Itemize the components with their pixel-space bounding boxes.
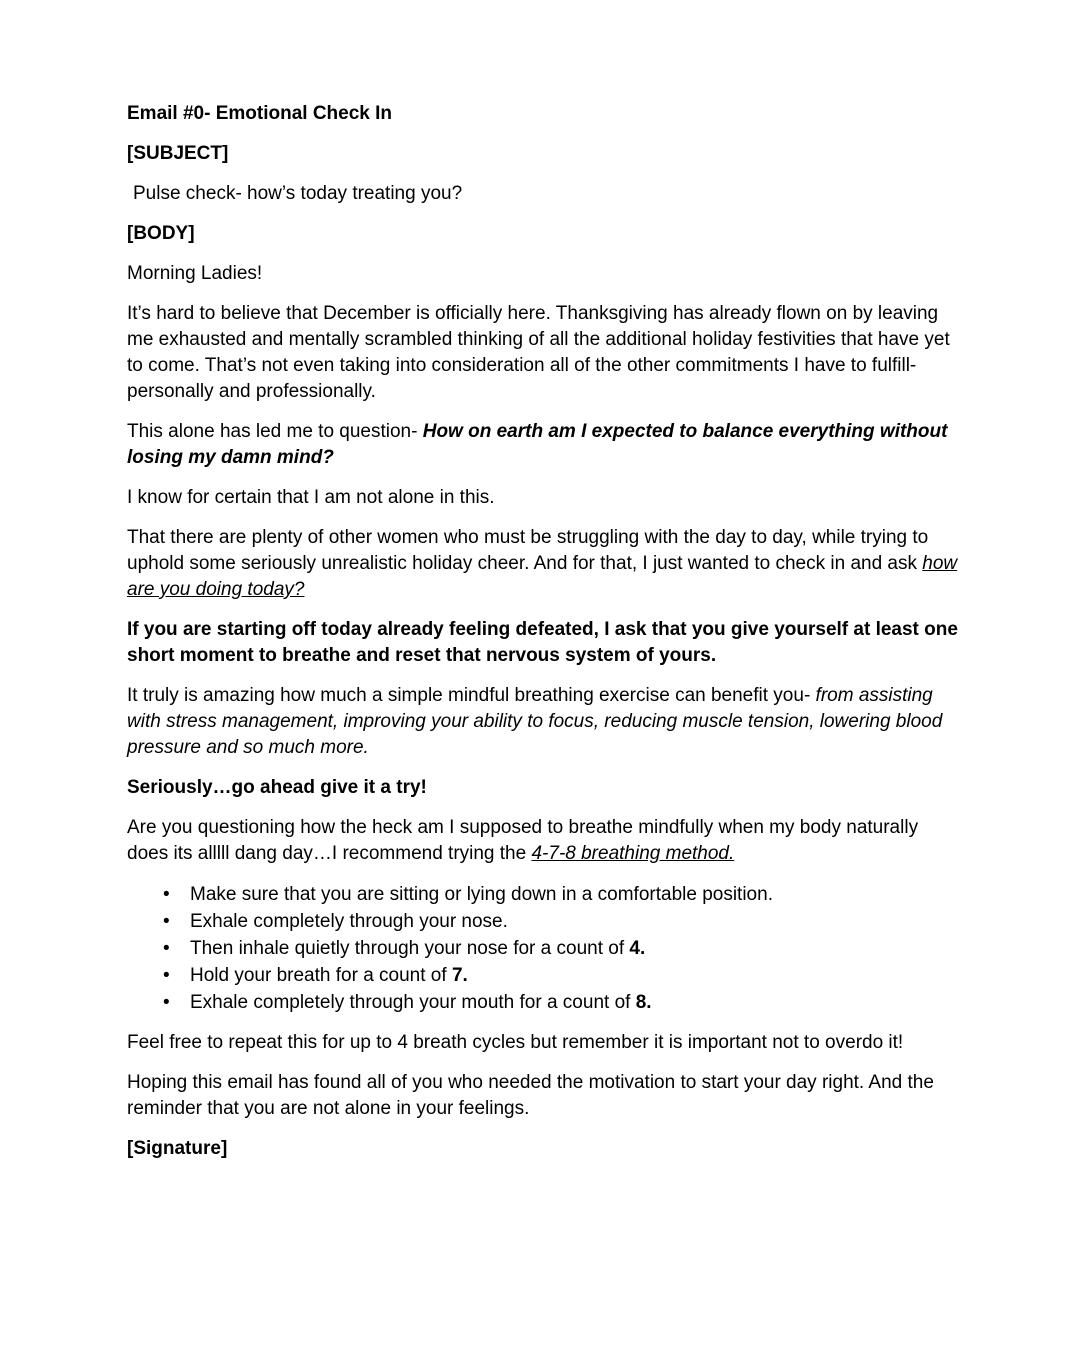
paragraph-method: [127, 815, 962, 867]
bullet-icon: •: [163, 938, 170, 959]
paragraph-method-lead: Are you questioning how the heck am I supposed to breathe mindfully when my body naturally does its alllll dang day…I recommend trying the: [127, 817, 919, 864]
bullet-icon: •: [163, 884, 170, 905]
paragraph-try-it: Seriously…go ahead give it a try!: [127, 777, 427, 798]
step-text: Exhale completely through your mouth for a count of: [190, 992, 636, 1013]
paragraph-question-emphasis: How on earth am I expected to balance everything without losing my damn mind?: [127, 421, 948, 468]
step-text: Exhale completely through your nose.: [190, 911, 508, 932]
paragraph-benefits: [127, 683, 962, 761]
step-count: 4.: [629, 938, 646, 959]
signature-placeholder: [Signature]: [127, 1138, 228, 1159]
step-text: Then inhale quietly through your nose for a count of: [190, 938, 630, 959]
list-item: [127, 881, 962, 908]
step-text: Make sure that you are sitting or lying down in a comfortable position.: [190, 884, 773, 905]
how-are-you-link[interactable]: how are you doing today?: [127, 553, 958, 600]
paragraph-benefits-lead: It truly is amazing how much a simple mindful breathing exercise can benefit you-: [127, 685, 816, 706]
paragraph-women: [127, 525, 962, 603]
paragraph-not-alone: I know for certain that I am not alone in this.: [127, 487, 495, 508]
step-text: Hold your breath for a count of: [190, 965, 452, 986]
paragraph-question: [127, 419, 962, 471]
step-count: 8.: [635, 992, 652, 1013]
body-label: [BODY]: [127, 223, 195, 244]
list-item: [127, 962, 962, 989]
bullet-icon: •: [163, 992, 170, 1013]
list-item: [127, 935, 962, 962]
greeting: Morning Ladies!: [127, 263, 263, 284]
paragraph-closing: Hoping this email has found all of you who needed the motivation to start your day right. And the reminder that you are not alone in your feelings.: [127, 1072, 934, 1119]
paragraph-women-lead: That there are plenty of other women who must be struggling with the day to day, while trying to uphold some seriously unrealistic holiday cheer. And for that, I just wanted to check in and ask: [127, 527, 929, 574]
paragraph-repeat: Feel free to repeat this for up to 4 breath cycles but remember it is important not to overdo it!: [127, 1032, 904, 1053]
paragraph-benefits-list: from assisting with stress management, improving your ability to focus, reducing muscle tension, lowering blood pressure and so much more.: [127, 685, 943, 758]
bullet-icon: •: [163, 965, 170, 986]
subject-label: [SUBJECT]: [127, 143, 229, 164]
paragraph-defeated: If you are starting off today already feeling defeated, I ask that you give yourself at least one short moment to breathe and reset that nervous system of yours.: [127, 619, 958, 666]
bullet-icon: •: [163, 911, 170, 932]
list-item: [127, 908, 962, 935]
email-title: Email #0- Emotional Check In: [127, 103, 393, 124]
step-count: 7.: [451, 965, 468, 986]
email-document: [127, 101, 962, 1176]
paragraph-intro: It’s hard to believe that December is officially here. Thanksgiving has already flown on by leaving me exhausted and mentally scrambled thinking of all the additional holiday festivities that have yet to come. That’s not even taking into consideration all of the other commitments I have to fulfill- personally and professionally.: [127, 303, 950, 402]
breathing-method-link[interactable]: 4-7-8 breathing method.: [531, 843, 735, 864]
breathing-steps-list: [127, 881, 962, 1016]
subject-text: Pulse check- how’s today treating you?: [133, 183, 463, 204]
paragraph-question-lead: This alone has led me to question-: [127, 421, 423, 442]
list-item: [127, 989, 962, 1016]
